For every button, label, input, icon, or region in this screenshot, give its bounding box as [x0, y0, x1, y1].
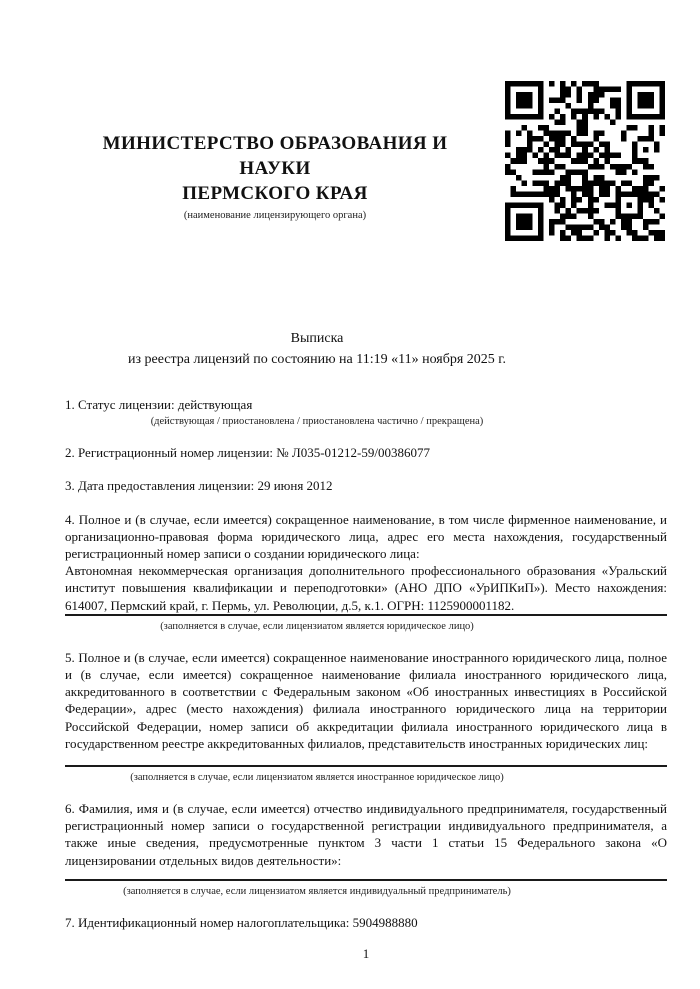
licensing-authority-caption: (наименование лицензирующего органа): [183, 210, 367, 221]
registration-number-text: 2. Регистрационный номер лицензии: № Л035-01212-59/00386077: [65, 445, 431, 461]
ministry-name-line1: МИНИСТЕРСТВО ОБРАЗОВАНИЯ И НАУКИ: [102, 133, 448, 179]
legal-entity-value: Автономная некоммерческая организация дополнительного профессионального образования «Уральский институт повышения квалификации и переподготовки» (АНО ДПО «УрИПКиП»). Место нахождения: 614007, Пермский край, г. Пермь, ул. Революции, д.5, к.1. ОГРН: 1125900001182.: [65, 563, 667, 613]
individual-entrepreneur-caption: (заполняется в случае, если лицензиатом является индивидуальный предприниматель): [123, 885, 511, 897]
legal-entity-caption: (заполняется в случае, если лицензиатом является юридическое лицо): [160, 620, 474, 632]
legal-entity-label: 4. Полное и (в случае, если имеется) сокращенное наименование, в том числе фирменное наименование, и организационно-правовая форма юридического лица, адрес его места нахождения, государственный регистрационный номер записи о создании юридического лица:: [65, 511, 667, 562]
individual-entrepreneur-text: 6. Фамилия, имя и (в случае, если имеется) отчество индивидуального предпринимателя, государственный регистрационный номер записи о государственной регистрации индивидуального предпринимателя, а также иные сведения, предусмотренные пунктом 3 части 1 статьи 15 Федерального закона «О лицензировании отдельных видов деятельности»:: [65, 801, 667, 868]
item-registration-number: [65, 444, 667, 461]
document-title: [65, 328, 569, 370]
document-page: [65, 0, 667, 962]
license-status-options-caption: (действующая / приостановлена / приостановлена частично / прекращена): [150, 416, 484, 428]
ministry-header: [65, 131, 485, 222]
item-taxpayer-number: [65, 914, 667, 931]
item-individual-entrepreneur: [65, 800, 667, 898]
page-number: 1: [362, 946, 370, 962]
item-legal-entity: [65, 511, 667, 633]
foreign-entity-rule: [65, 765, 667, 767]
individual-entrepreneur-rule: [65, 879, 667, 881]
license-date-text: 3. Дата предоставления лицензии: 29 июня 2012: [65, 478, 333, 494]
item-license-status: [65, 396, 667, 428]
license-status-text: 1. Статус лицензии: действующая: [65, 397, 253, 412]
document-title-line2: из реестра лицензий по состоянию на 11:19 «11» ноября 2025 г.: [128, 352, 506, 367]
legal-entity-rule: [65, 614, 667, 616]
document-title-line1: Выписка: [290, 331, 344, 346]
item-foreign-entity: [65, 649, 667, 784]
item-license-date: [65, 477, 667, 494]
foreign-entity-caption: (заполняется в случае, если лицензиатом является иностранное юридическое лицо): [130, 772, 504, 784]
foreign-entity-text: 5. Полное и (в случае, если имеется) сокращенное наименование иностранного юридического лица, полное и (в случае, если имеется) сокращенное наименование филиала иностранного юридического лица, аккредитованного в соответствии с Федеральным законом «Об иностранных инвестициях в Российской Федерации», адрес (место нахождения) филиала иностранного юридического лица на территории Российской Федерации, номер записи об аккредитации филиала иностранного юридического лица в государственном реестре аккредитованных филиалов, представительств иностранных юридических лиц:: [65, 649, 667, 751]
ministry-name-line2: ПЕРМСКОГО КРАЯ: [182, 183, 368, 204]
taxpayer-number-text: 7. Идентификационный номер налогоплательщика: 5904988880: [65, 914, 418, 930]
